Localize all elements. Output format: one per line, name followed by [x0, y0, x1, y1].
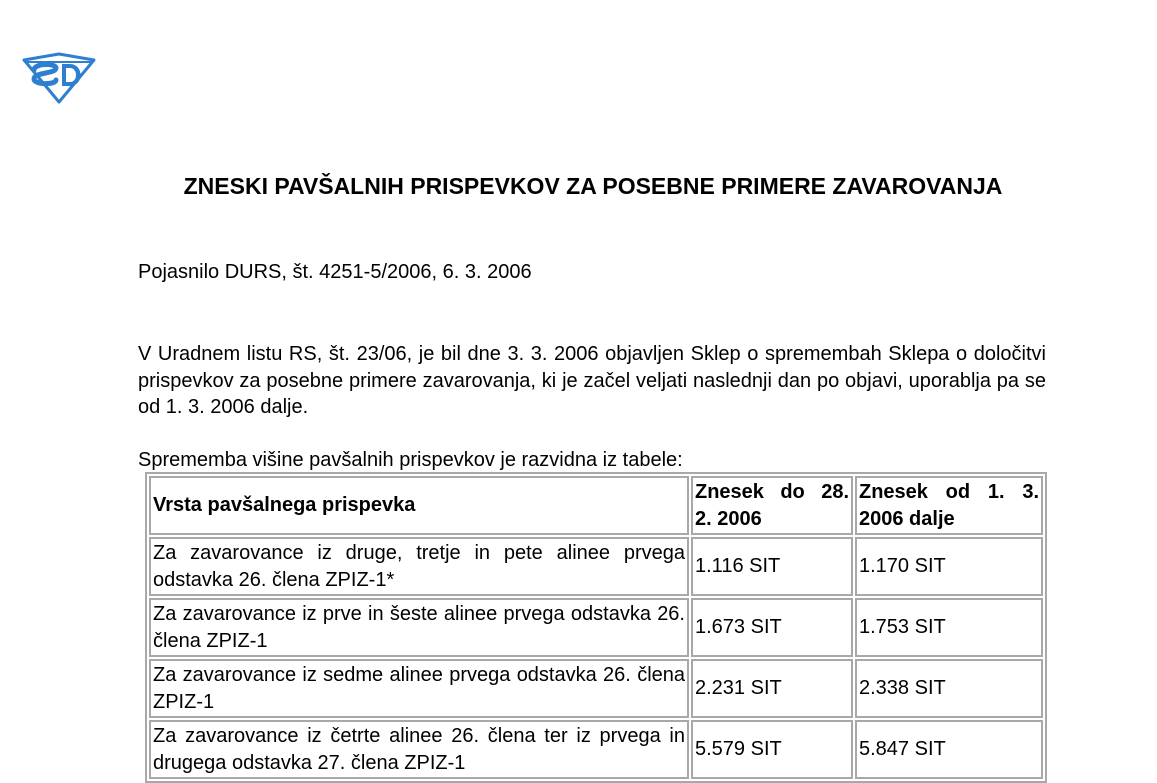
cell-from: 2.338 SIT — [855, 659, 1043, 718]
header-until: Znesek do 28. 2. 2006 — [691, 476, 853, 535]
document-title: ZNESKI PAVŠALNIH PRISPEVKOV ZA POSEBNE PRIMERE ZAVAROVANJA — [183, 173, 1003, 199]
cell-until: 1.116 SIT — [691, 537, 853, 596]
cell-type: Za zavarovance iz sedme alinee prvega odstavka 26. člena ZPIZ-1 — [149, 659, 689, 718]
cell-until: 5.579 SIT — [691, 720, 853, 779]
header-type: Vrsta pavšalnega prispevka — [149, 476, 689, 535]
table-row — [149, 598, 1043, 657]
table-row — [149, 659, 1043, 718]
cell-from: 1.753 SIT — [855, 598, 1043, 657]
cell-until: 2.231 SIT — [691, 659, 853, 718]
company-logo — [22, 48, 96, 104]
document-subtitle: Pojasnilo DURS, št. 4251-5/2006, 6. 3. 2006 — [138, 261, 532, 283]
fees-table — [145, 472, 1047, 783]
cell-type: Za zavarovance iz druge, tretje in pete alinee prvega odstavka 26. člena ZPIZ-1* — [149, 537, 689, 596]
cell-until: 1.673 SIT — [691, 598, 853, 657]
table-row — [149, 537, 1043, 596]
cell-type: Za zavarovance iz četrte alinee 26. člena ter iz prvega in drugega odstavka 27. člena ZPIZ-1 — [149, 720, 689, 779]
table-row — [149, 720, 1043, 779]
table-header-row — [149, 476, 1043, 535]
cell-type: Za zavarovance iz prve in šeste alinee prvega odstavka 26. člena ZPIZ-1 — [149, 598, 689, 657]
table-intro: Sprememba višine pavšalnih prispevkov je razvidna iz tabele: — [138, 449, 683, 471]
body-paragraph: V Uradnem listu RS, št. 23/06, je bil dne 3. 3. 2006 objavljen Sklep o spremembah Sklepa o določitvi prispevkov za posebne primere zavarovanja, ki je začel veljati naslednji dan po objavi, uporablja pa se od 1. 3. 2006 dalje. — [138, 343, 1046, 418]
header-from: Znesek od 1. 3. 2006 dalje — [855, 476, 1043, 535]
cell-from: 5.847 SIT — [855, 720, 1043, 779]
cell-from: 1.170 SIT — [855, 537, 1043, 596]
